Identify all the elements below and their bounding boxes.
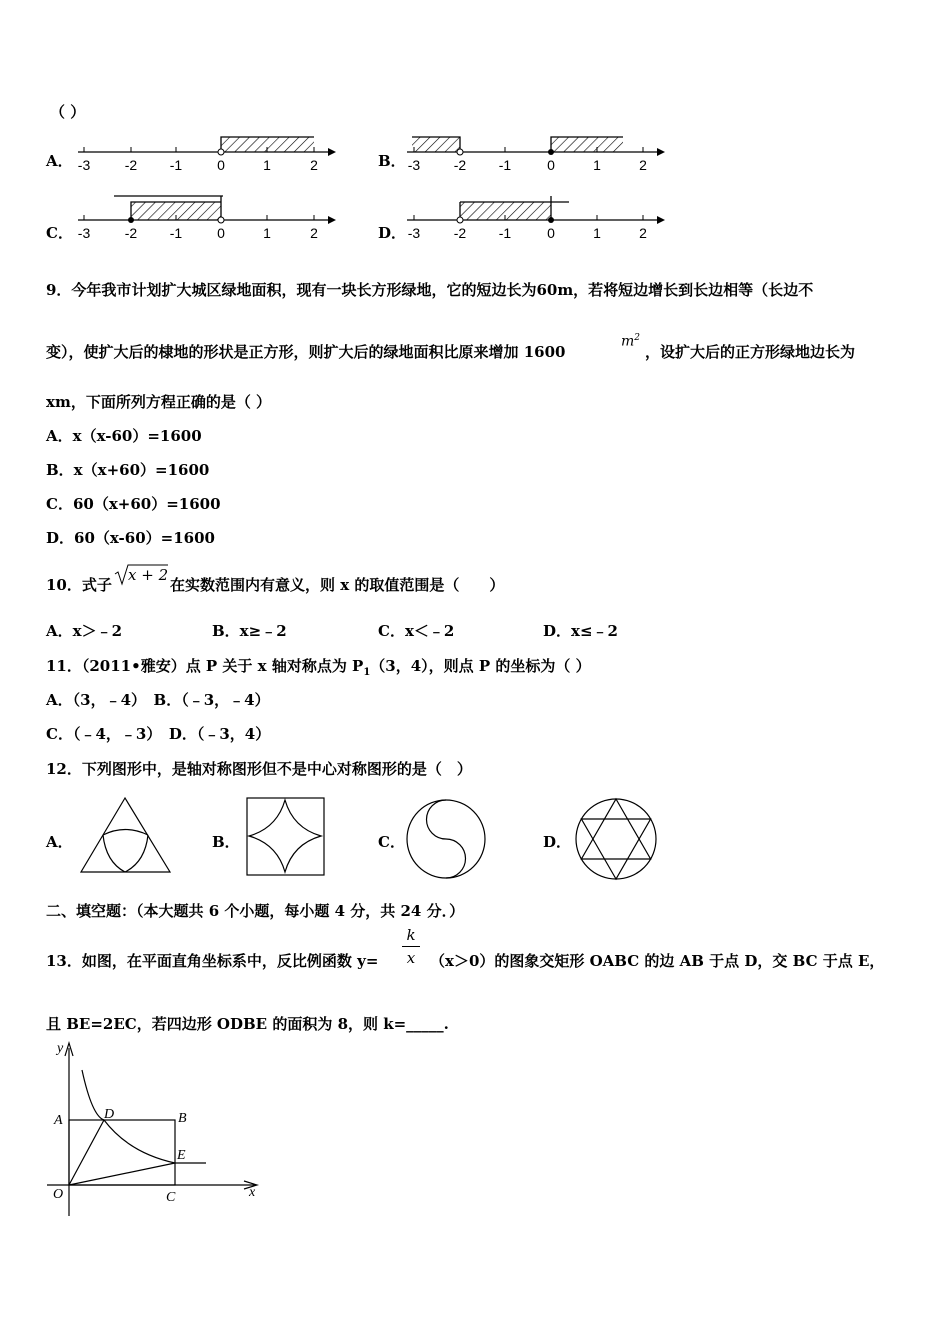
q13-coordinate-figure — [44, 1038, 264, 1218]
tick-label: -2 — [453, 225, 467, 241]
q9-option-d: D．60（x-60）=1600 — [46, 529, 215, 547]
q13-fraction — [402, 926, 420, 967]
q9-option-c: C．60（x+60）=1600 — [46, 495, 221, 513]
tick-label: -3 — [407, 157, 421, 173]
tick-label: 1 — [263, 157, 271, 173]
tick-label: 0 — [217, 157, 225, 173]
tick-label: 2 — [310, 225, 318, 241]
tick-label: -2 — [453, 157, 467, 173]
label-o: O — [53, 1187, 64, 1202]
label-y: y — [57, 1041, 64, 1056]
q11-options-row-2: C．（﹣4，﹣3） D．（﹣3，4） — [46, 725, 271, 743]
q8-option-d-numberline — [407, 190, 672, 245]
q8-option-a-numberline — [78, 130, 343, 175]
tick-label: 2 — [639, 225, 647, 241]
tick-label: 1 — [593, 157, 601, 173]
label-a: A — [54, 1113, 63, 1128]
tick-label: 1 — [593, 225, 601, 241]
tick-label: 2 — [639, 157, 647, 173]
q10-radicand: x + 2 — [128, 566, 169, 584]
q10-suffix: 在实数范围内有意义，则 x 的取值范围是（ ） — [170, 576, 505, 594]
q10-option-a: A．x＞﹣2 — [46, 622, 123, 640]
q12-option-a-triangle-figure — [78, 796, 174, 876]
q9-line-3: xm，下面所列方程正确的是（ ） — [46, 393, 272, 411]
label-e: E — [177, 1148, 186, 1163]
q11-options-row-1: A．（3，﹣4） B．（﹣3，﹣4） — [46, 691, 270, 709]
q12-stem: 12．下列图形中，是轴对称图形但不是中心对称图形的是（ ） — [46, 760, 472, 778]
label-b: B — [178, 1111, 187, 1126]
q11-stem: 11．（2011•雅安）点 P 关于 x 轴对称点为 $P_1(3$，4），则点 P 的坐标为（ ） — [46, 657, 591, 678]
q13-line-1b: （x＞0）的图象交矩形 OABC 的边 AB 于点 D，交 BC 于点 E， — [430, 952, 885, 970]
q9-line-2b: ，设扩大后的正方形绿地边长为 — [645, 343, 856, 361]
q10-option-c: C．x＜﹣2 — [378, 622, 455, 640]
tick-label: -2 — [124, 225, 138, 241]
tick-label: -1 — [498, 157, 512, 173]
q12-option-a-label: A． — [46, 833, 73, 851]
q9-option-b: B．x（x+60）=1600 — [46, 461, 210, 479]
q9-option-a: A．x（x-60）=1600 — [46, 427, 202, 445]
tick-label: -1 — [498, 225, 512, 241]
tick-label: 1 — [263, 225, 271, 241]
tick-label: 0 — [547, 157, 555, 173]
tick-label: 0 — [217, 225, 225, 241]
q8-option-b-numberline — [407, 130, 672, 175]
q8-option-a-label: A． — [46, 152, 73, 170]
tick-label: -3 — [77, 157, 91, 173]
tick-label: -1 — [169, 225, 183, 241]
q9-line-1: 9．今年我市计划扩大城区绿地面积，现有一块长方形绿地，它的短边长为60m，若将短边增长到长边相等（长边不 — [46, 281, 814, 299]
tick-label: 2 — [310, 157, 318, 173]
q9-line-2a: 变），使扩大后的棣地的形状是正方形，则扩大后的绿地面积比原来增加 1600 — [46, 343, 566, 361]
q8-option-c-label: C． — [46, 224, 73, 242]
q8-option-d-label: D． — [378, 224, 407, 242]
q12-option-c-label: C． — [378, 833, 405, 851]
q12-option-d-label: D． — [543, 833, 572, 851]
tick-label: -1 — [169, 157, 183, 173]
section-2-title: 二、填空题：（本大题共 6 个小题，每小题 4 分，共 24 分．） — [46, 902, 465, 920]
q12-option-d-hexagram-figure — [574, 797, 658, 881]
fraction-denominator: x — [406, 949, 416, 967]
tick-label: -2 — [124, 157, 138, 173]
q10-option-d: D．x≤﹣2 — [543, 622, 618, 640]
label-x: x — [249, 1185, 256, 1200]
tick-label: -3 — [77, 225, 91, 241]
label-d: D — [104, 1107, 115, 1122]
q8-option-c-numberline — [78, 190, 343, 245]
label-c: C — [166, 1190, 176, 1205]
q10-prefix: 10．式子 — [46, 576, 112, 594]
q9-unit: $m^2$ — [621, 333, 641, 350]
q10-option-b: B．x≥﹣2 — [212, 622, 287, 640]
tick-label: 0 — [547, 225, 555, 241]
fraction-numerator: k — [406, 926, 416, 944]
q13-line-2: 且 BE=2EC，若四边形 ODBE 的面积为 8，则 k=_____. — [46, 1015, 449, 1033]
q12-option-b-label: B． — [212, 833, 240, 851]
q12-option-c-yinyang-figure — [404, 797, 488, 881]
q12-option-b-square-star-figure — [245, 796, 327, 878]
q8-option-b-label: B． — [378, 152, 406, 170]
tick-label: -3 — [407, 225, 421, 241]
q13-line-1a: 13．如图，在平面直角坐标系中，反比例函数 y= — [46, 952, 379, 970]
q8-stem-tail: （ ） — [50, 103, 86, 121]
